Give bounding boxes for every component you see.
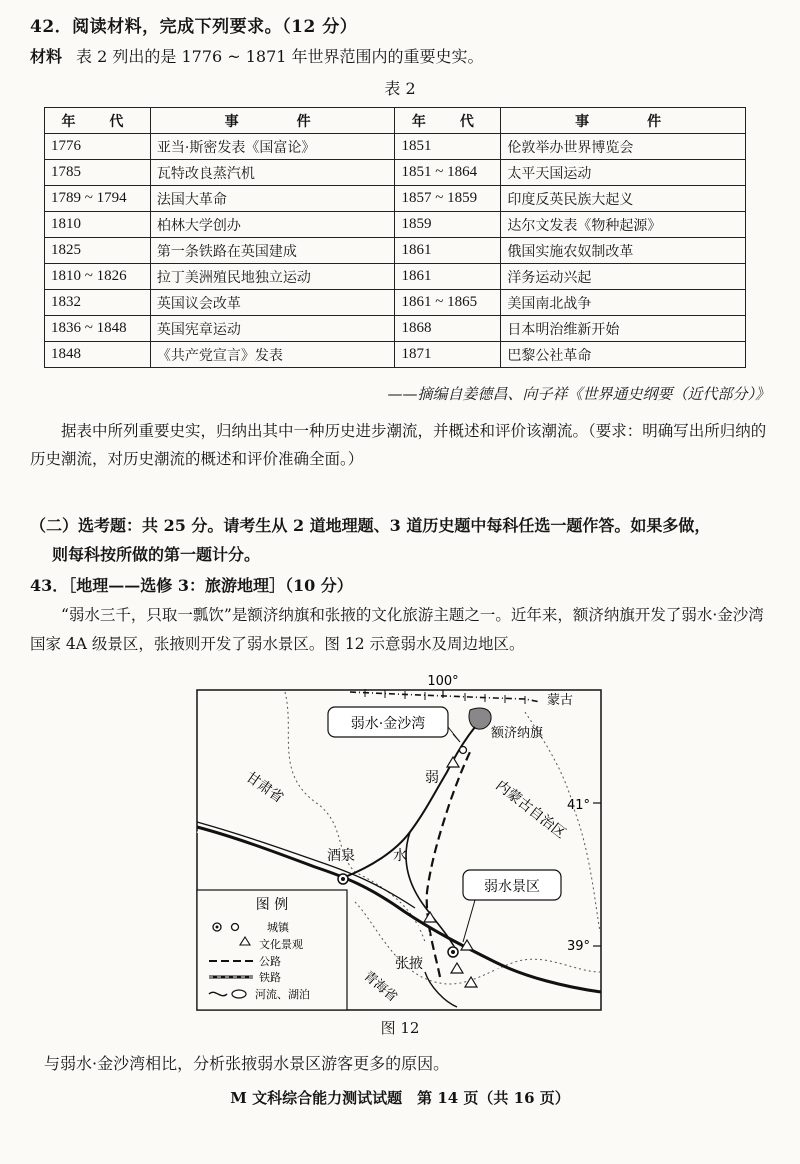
year-cell: 1857 ~ 1859 — [395, 186, 501, 212]
year-cell: 1861 — [395, 238, 501, 264]
legend-town: 城镇 — [267, 921, 289, 934]
lat-39-label: 39° — [567, 939, 591, 954]
year-cell: 1836 ~ 1848 — [45, 316, 151, 342]
history-facts-table — [44, 107, 746, 368]
header-year-1: 年 代 — [45, 108, 151, 134]
year-cell: 1776 — [45, 134, 151, 160]
event-cell: 拉丁美洲殖民地独立运动 — [150, 264, 395, 290]
lake — [469, 708, 491, 729]
figure-12-map — [195, 672, 605, 1017]
section-2-instructions — [30, 511, 775, 569]
table-row — [45, 212, 746, 238]
table-row — [45, 342, 746, 368]
year-cell: 1789 ~ 1794 — [45, 186, 151, 212]
lon-100-label: 100° — [427, 674, 459, 689]
jinshawan-label: 弱水·金沙湾 — [350, 716, 426, 732]
material-label: 材料 — [30, 47, 63, 66]
event-cell: 瓦特改良蒸汽机 — [150, 160, 395, 186]
legend-lake-icon — [232, 990, 246, 998]
figure-caption: 图 12 — [380, 1019, 420, 1037]
table-row — [45, 290, 746, 316]
year-cell: 1861 ~ 1865 — [395, 290, 501, 316]
year-cell: 1859 — [395, 212, 501, 238]
question-43-prompt: 与弱水·金沙湾相比，分析张掖弱水景区游客更多的原因。 — [44, 1054, 450, 1073]
table-row — [45, 238, 746, 264]
table-row — [45, 160, 746, 186]
river-label-shui: 水 — [393, 848, 407, 864]
event-cell: 伦敦举办世界博览会 — [501, 134, 746, 160]
question-43-title: 43．［地理——选修 3：旅游地理］（10 分） — [30, 576, 353, 595]
jiuquan-label: 酒泉 — [327, 848, 355, 864]
event-cell: 洋务运动兴起 — [501, 264, 746, 290]
neimenggu-label: 内蒙古自治区 — [492, 777, 569, 842]
legend-highway: 公路 — [259, 955, 281, 968]
table-caption: 表 2 — [384, 79, 416, 98]
event-cell: 美国南北战争 — [501, 290, 746, 316]
question-42-task: 据表中所列重要史实，归纳出其中一种历史进步潮流，并概述和评价该潮流。（要求：明确写出所归纳的历史潮流，对历史潮流的概述和评价准确全面。） — [30, 422, 767, 468]
year-cell: 1868 — [395, 316, 501, 342]
year-cell: 1871 — [395, 342, 501, 368]
legend-town-icon-2 — [232, 924, 239, 931]
event-cell: 太平天国运动 — [501, 160, 746, 186]
page-footer: M 文科综合能力测试试题 第 14 页（共 16 页） — [230, 1089, 570, 1107]
table-row — [45, 264, 746, 290]
ejina-town-marker — [460, 747, 467, 754]
source-citation: ——摘编自姜德昌、向子祥《世界通史纲要（近代部分）》 — [387, 385, 770, 403]
year-cell: 1825 — [45, 238, 151, 264]
section-2-line-1: （二）选考题：共 25 分。请考生从 2 道地理题、3 道历史题中每科任选一题作答。如果多做， — [30, 516, 711, 535]
year-cell: 1851 ~ 1864 — [395, 160, 501, 186]
event-cell: 柏林大学创办 — [150, 212, 395, 238]
header-event-2: 事 件 — [501, 108, 746, 134]
table-header-row — [45, 108, 746, 134]
year-cell: 1810 — [45, 212, 151, 238]
river-label-ruo: 弱 — [425, 770, 439, 786]
event-cell: 亚当·斯密发表《国富论》 — [150, 134, 395, 160]
year-cell: 1848 — [45, 342, 151, 368]
ejina-label: 额济纳旗 — [491, 726, 544, 741]
question-42-title: 42．阅读材料，完成下列要求。（12 分） — [30, 17, 358, 37]
event-cell: 巴黎公社革命 — [501, 342, 746, 368]
event-cell: 达尔文发表《物种起源》 — [501, 212, 746, 238]
event-cell: 印度反英民族大起义 — [501, 186, 746, 212]
event-cell: 法国大革命 — [150, 186, 395, 212]
header-event-1: 事 件 — [150, 108, 395, 134]
event-cell: 英国议会改革 — [150, 290, 395, 316]
table-row — [45, 134, 746, 160]
event-cell: 俄国实施农奴制改革 — [501, 238, 746, 264]
year-cell: 1851 — [395, 134, 501, 160]
mongolia-label: 蒙古 — [547, 693, 574, 708]
year-cell: 1785 — [45, 160, 151, 186]
table-row — [45, 316, 746, 342]
year-cell: 1810 ~ 1826 — [45, 264, 151, 290]
gansu-label: 甘肃省 — [242, 769, 287, 807]
event-cell: 第一条铁路在英国建成 — [150, 238, 395, 264]
zhangye-town-dot — [451, 950, 455, 954]
event-cell: 英国宪章运动 — [150, 316, 395, 342]
year-cell: 1832 — [45, 290, 151, 316]
table-row — [45, 186, 746, 212]
legend-town-icon-dot — [216, 926, 219, 929]
header-year-2: 年 代 — [395, 108, 501, 134]
ruoshui-area-label: 弱水景区 — [484, 879, 540, 895]
event-cell: 《共产党宣言》发表 — [150, 342, 395, 368]
legend-river: 河流、湖泊 — [255, 988, 310, 1001]
year-cell: 1861 — [395, 264, 501, 290]
jiuquan-town-dot — [341, 877, 345, 881]
material-text: 表 2 列出的是 1776 ~ 1871 年世界范围内的重要史实。 — [76, 47, 484, 66]
legend-railway: 铁路 — [259, 971, 281, 984]
qinghai-label: 青海省 — [360, 968, 400, 1006]
section-2-line-2: 则每科按所做的第一题计分。 — [52, 545, 261, 564]
zhangye-label: 张掖 — [395, 956, 423, 972]
legend-title: 图 例 — [255, 897, 289, 913]
question-43-intro: “弱水三千，只取一瓢饮”是额济纳旗和张掖的文化旅游主题之一。近年来，额济纳旗开发了弱水·金沙湾国家 4A 级景区，张掖则开发了弱水景区。图 12 示意弱水及周边地区。 — [30, 606, 764, 653]
legend-landscape: 文化景观 — [259, 938, 303, 951]
material-line — [30, 44, 484, 67]
lat-41-label: 41° — [567, 798, 591, 813]
event-cell: 日本明治维新开始 — [501, 316, 746, 342]
